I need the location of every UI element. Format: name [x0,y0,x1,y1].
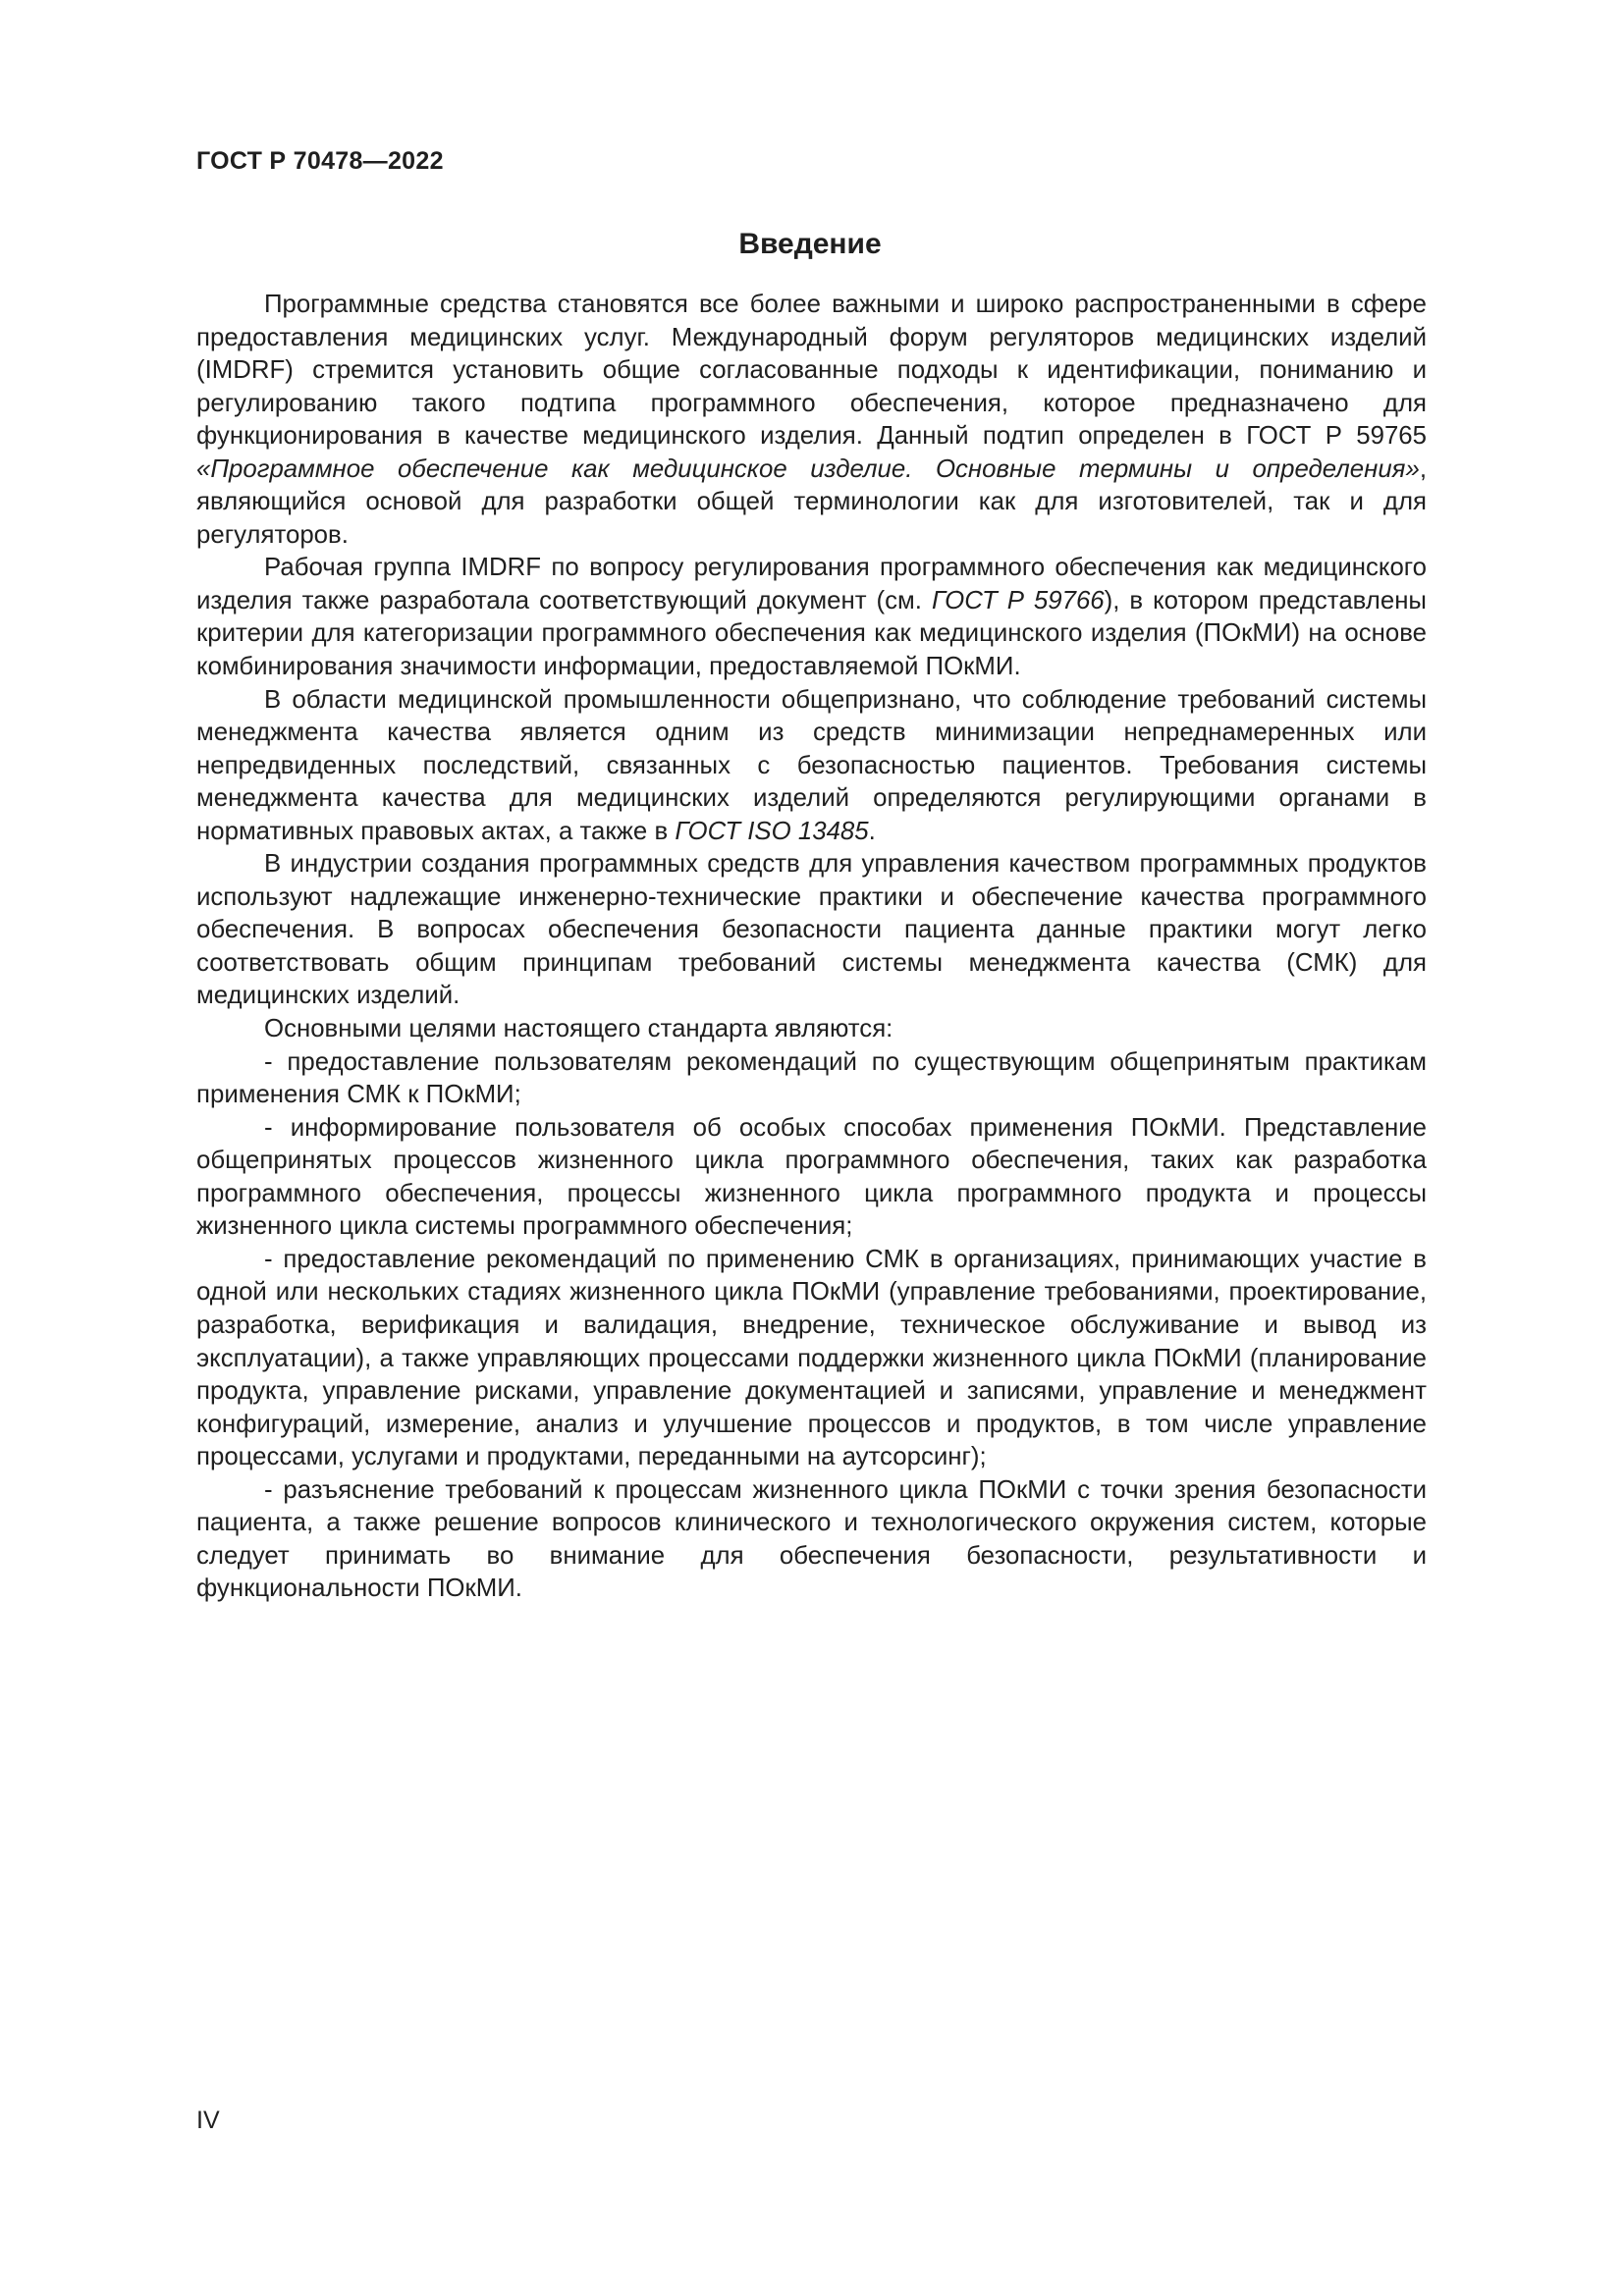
standard-reference-59766: ГОСТ Р 59766 [931,586,1105,614]
paragraph-3 [196,684,1427,849]
paragraph-2-text-end: ), в котором представлены критерии для категоризации программного обеспечения как медицинского изделия (ПОкМИ) на основе комбинирования значимости информации, предоставляемой ПОкМИ. [196,586,1427,681]
paragraph-1-text: Программные средства становятся все более важными и широко распространенными в сфере предоставления медицинских услуг. Международный форум регуляторов медицинских изделий (IMDRF) стремится установить общие согласованные подходы к идентификации, пониманию и регулированию такого подтипа программного обеспечения, которое предназначено для функционирования в качестве медицинского изделия. Данный подтип определен в ГОСТ Р 59765 [196,291,1427,451]
goal-item-3: - предоставление рекомендаций по применению СМК в организациях, принимающих участие в одной или нескольких стадиях жизненного цикла ПОкМИ (управление требованиями, проектирование, разработка, верификация и валидация, внедрение, техническое обслуживание и вывод из эксплуатации), а также управляющих процессами поддержки жизненного цикла ПОкМИ (планирование продукта, управление рисками, управление документацией и записями, управление и менеджмент конфигураций, измерение, анализ и улучшение процессов и продуктов, в том числе управление процессами, услугами и продуктами, переданными на аутсорсинг); [196,1245,1427,1471]
paragraph-3-text-end: . [868,817,876,845]
paragraph-5: Основными целями настоящего стандарта являются: [264,1015,893,1043]
page-number: IV [196,2107,220,2134]
section-title: Введение [738,228,882,260]
paragraph-1-text-end: , являющийся основой для разработки общей терминологии как для изготовителей, так и для регуляторов. [196,454,1427,549]
paragraph-2-text: Рабочая группа IMDRF по вопросу регулирования программного обеспечения как медицинского изделия также разработала соответствующий документ (см. [196,554,1427,614]
paragraph-2 [196,552,1427,683]
paragraph-4: В индустрии создания программных средств для управления качеством программных продуктов используют надлежащие инженерно-технические практики и обеспечение качества программного обеспечения. В вопросах обеспечения безопасности пациента данные практики могут легко соответствовать общим принципам требований системы менеджмента качества (СМК) для медицинских изделий. [196,850,1427,1010]
paragraph-1 [196,289,1427,552]
paragraph-3-text: В области медицинской промышленности общепризнано, что соблюдение требований системы менеджмента качества является одним из средств минимизации непреднамеренных или непредвиденных последствий, связанных с безопасностью пациентов. Требования системы менеджмента качества для медицинских изделий определяются регулирующими органами в нормативных правовых актах, а также в [196,685,1427,845]
standard-reference-iso-13485: ГОСТ ISO 13485 [675,817,869,845]
standard-reference-59765-title: «Программное обеспечение как медицинское изделие. Основные термины и определения» [196,454,1420,483]
goal-item-4: - разъяснение требований к процессам жизненного цикла ПОкМИ с точки зрения безопасности пациента, а также решение вопросов клинического и технологического окружения систем, которые следует принимать во внимание для обеспечения безопасности, результативности и функциональности ПОкМИ. [196,1475,1427,1603]
introduction-body [196,289,1427,1606]
goal-item-1: - предоставление пользователям рекомендаций по существующим общепринятым практикам применения СМК к ПОкМИ; [196,1047,1427,1109]
goal-item-2: - информирование пользователя об особых способах применения ПОкМИ. Представление общепринятых процессов жизненного цикла программного обеспечения, таких как разработка программного обеспечения, процессы жизненного цикла программного продукта и процессы жизненного цикла системы программного обеспечения; [196,1113,1427,1241]
document-code: ГОСТ Р 70478—2022 [196,147,444,175]
